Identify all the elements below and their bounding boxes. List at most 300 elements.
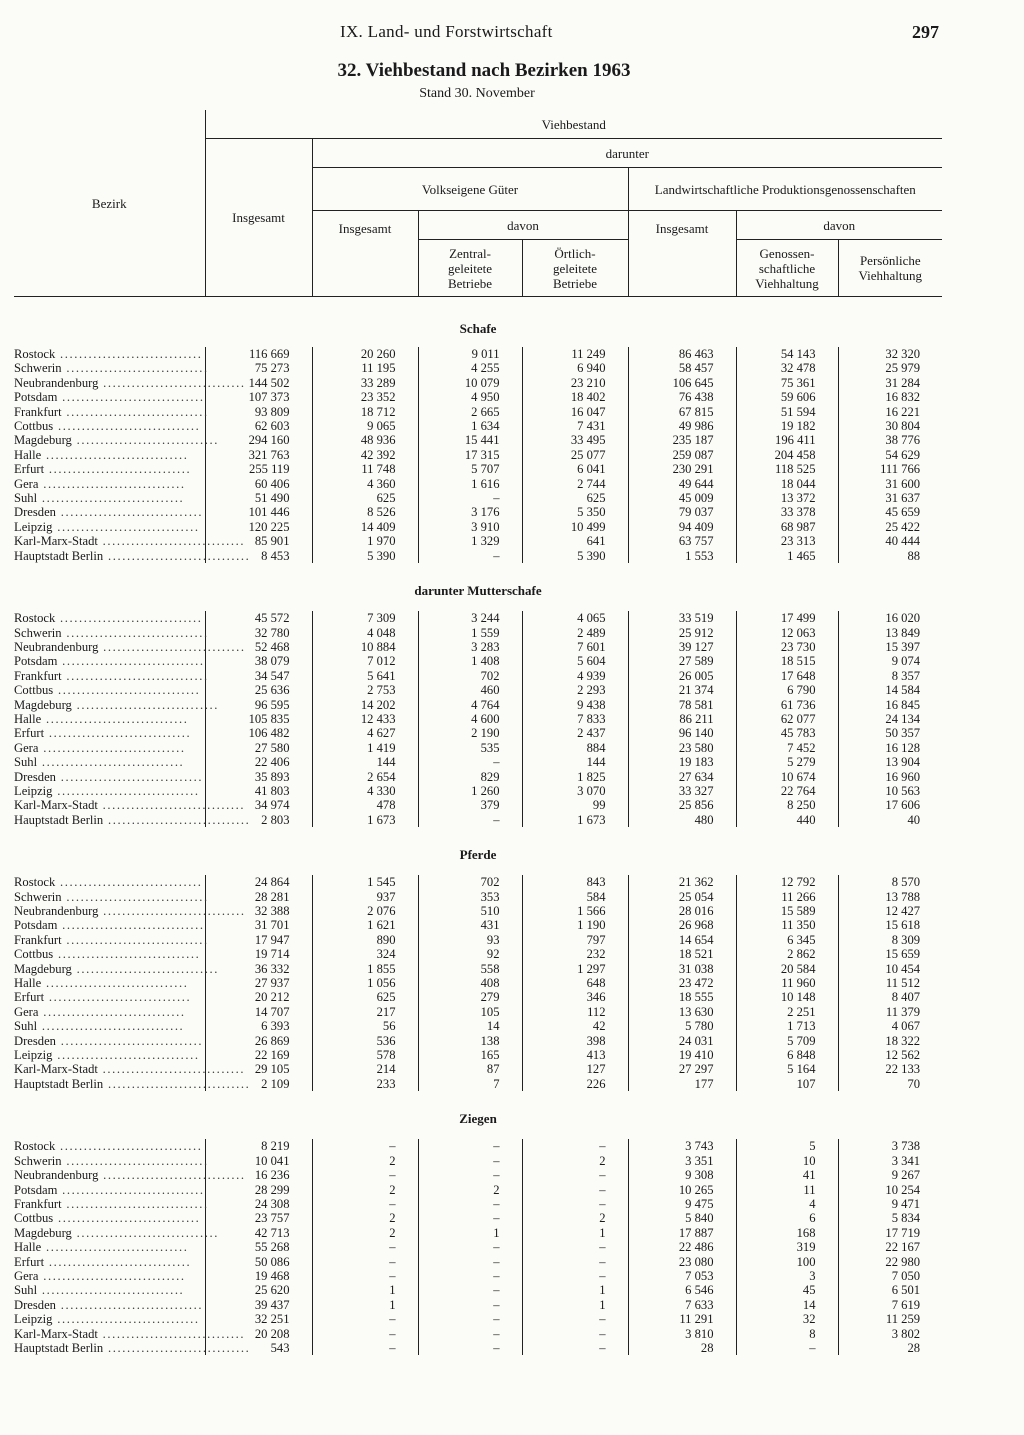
value-cell: 45 009 [628, 491, 736, 505]
bezirk-name: Leipzig [14, 783, 53, 798]
value-cell: 413 [522, 1048, 628, 1062]
value-cell: 3 802 [838, 1327, 942, 1341]
value-cell: 10 254 [838, 1183, 942, 1197]
col-oertlich: Örtlich-geleitete Betriebe [522, 240, 628, 297]
value-cell: 16 047 [522, 405, 628, 419]
table-row [14, 640, 942, 654]
value-cell: 144 502 [205, 376, 312, 390]
table-row [14, 1168, 942, 1182]
bezirk-name: Halle [14, 976, 42, 991]
value-cell: 4 600 [418, 712, 522, 726]
bezirk-cell [14, 1062, 246, 1077]
value-cell: 1 465 [736, 549, 838, 563]
value-cell: 14 654 [628, 933, 736, 947]
bezirk-name: Halle [14, 1240, 42, 1255]
value-cell: 35 893 [205, 770, 312, 784]
running-head [0, 22, 1024, 48]
value-cell: 17 606 [838, 798, 942, 812]
value-cell: – [736, 1341, 838, 1355]
value-cell: – [522, 1327, 628, 1341]
value-cell: 12 433 [312, 712, 418, 726]
value-cell: 702 [418, 669, 522, 683]
value-cell: 319 [736, 1240, 838, 1254]
value-cell: 68 987 [736, 520, 838, 534]
table-row [14, 1005, 942, 1019]
bezirk-name: Frankfurt [14, 404, 62, 419]
value-cell: – [312, 1255, 418, 1269]
bezirk-cell [14, 932, 209, 947]
bezirk-cell [14, 875, 205, 889]
bezirk-name: Dresden [14, 1297, 56, 1312]
value-cell: 1 190 [522, 918, 628, 932]
col-veg-insgesamt: Insgesamt [312, 211, 418, 297]
leader-dots: .............................. [103, 1076, 251, 1091]
bezirk-name: Neubrandenburg [14, 375, 99, 390]
value-cell: 9 074 [838, 654, 942, 668]
value-cell: 16 128 [838, 741, 942, 755]
value-cell: 5 164 [736, 1062, 838, 1076]
value-cell: 1 970 [312, 534, 418, 548]
value-cell: 23 580 [628, 741, 736, 755]
value-cell: 59 606 [736, 390, 838, 404]
value-cell: 1 [312, 1283, 418, 1297]
leader-dots: .............................. [61, 889, 209, 904]
bezirk-cell [14, 1326, 246, 1341]
value-cell: 23 080 [628, 1255, 736, 1269]
value-cell: 217 [312, 1005, 418, 1019]
value-cell: 17 947 [205, 933, 312, 947]
value-cell: – [312, 1139, 418, 1153]
chapter-heading: IX. Land- und Forstwirtschaft [340, 22, 553, 41]
value-cell: 87 [418, 1062, 522, 1076]
value-cell: 106 482 [205, 726, 312, 740]
value-cell: 28 [628, 1341, 736, 1355]
value-cell: 10 079 [418, 376, 522, 390]
value-cell: 54 143 [736, 347, 838, 361]
value-cell: – [418, 1139, 522, 1153]
value-cell: 11 748 [312, 462, 418, 476]
value-cell: 138 [418, 1034, 522, 1048]
value-cell: 353 [418, 890, 522, 904]
table-row [14, 904, 942, 918]
value-cell: 14 707 [205, 1005, 312, 1019]
value-cell: 11 512 [838, 976, 942, 990]
value-cell: 23 352 [312, 390, 418, 404]
value-cell: 2 862 [736, 947, 838, 961]
value-cell: 75 273 [205, 361, 312, 375]
value-cell: 33 289 [312, 376, 418, 390]
value-cell: 233 [312, 1077, 418, 1091]
bezirk-name: Potsdam [14, 918, 58, 933]
table-row [14, 1183, 942, 1197]
value-cell: 3 743 [628, 1139, 736, 1153]
col-lpg-insgesamt: Insgesamt [628, 211, 736, 297]
value-cell: 41 803 [205, 784, 312, 798]
value-cell: 13 904 [838, 755, 942, 769]
value-cell: 36 332 [205, 962, 312, 976]
value-cell: 25 636 [205, 683, 312, 697]
section-title: Schafe [459, 320, 497, 336]
value-cell: 279 [418, 990, 522, 1004]
value-cell: 2 744 [522, 477, 628, 491]
value-cell: 12 562 [838, 1048, 942, 1062]
value-cell: – [312, 1168, 418, 1182]
bezirk-name: Leipzig [14, 1312, 53, 1327]
leader-dots: .............................. [37, 1283, 185, 1298]
value-cell: 1 [522, 1226, 628, 1240]
value-cell: 24 864 [205, 875, 312, 889]
value-cell: 107 [736, 1077, 838, 1091]
value-cell: 33 495 [522, 433, 628, 447]
value-cell: 22 486 [628, 1240, 736, 1254]
value-cell: 235 187 [628, 433, 736, 447]
value-cell: 101 446 [205, 505, 312, 519]
value-cell: 18 515 [736, 654, 838, 668]
value-cell: 92 [418, 947, 522, 961]
bezirk-name: Frankfurt [14, 1196, 62, 1211]
value-cell: 2 293 [522, 683, 628, 697]
value-cell: 31 284 [838, 376, 942, 390]
bezirk-name: Dresden [14, 505, 56, 520]
value-cell: 50 357 [838, 726, 942, 740]
leader-dots: .............................. [53, 683, 201, 698]
value-cell: 19 468 [205, 1269, 312, 1283]
value-cell: 4 048 [312, 626, 418, 640]
value-cell: 4 067 [838, 1019, 942, 1033]
value-cell: 431 [418, 918, 522, 932]
value-cell: 5 604 [522, 654, 628, 668]
value-cell: 1 545 [312, 875, 418, 889]
value-cell: 93 809 [205, 405, 312, 419]
leader-dots: .............................. [38, 1004, 186, 1019]
value-cell: 33 519 [628, 611, 736, 625]
value-cell: 584 [522, 890, 628, 904]
table-row [14, 798, 942, 812]
value-cell: 111 766 [838, 462, 942, 476]
col-persoenlich: Persönliche Viehhaltung [838, 240, 942, 297]
value-cell: 17 315 [418, 448, 522, 462]
bezirk-name: Dresden [14, 1033, 56, 1048]
value-cell: 2 [522, 1211, 628, 1225]
value-cell: 5 390 [312, 549, 418, 563]
value-cell: – [312, 1269, 418, 1283]
value-cell: 6 345 [736, 933, 838, 947]
section-heading-row [14, 1091, 942, 1139]
value-cell: 23 757 [205, 1211, 312, 1225]
value-cell: 78 581 [628, 698, 736, 712]
value-cell: 31 637 [838, 491, 942, 505]
value-cell: – [312, 1312, 418, 1326]
value-cell: 1 673 [312, 813, 418, 827]
leader-dots: .............................. [61, 404, 209, 419]
value-cell: 18 555 [628, 990, 736, 1004]
value-cell: 21 374 [628, 683, 736, 697]
bezirk-cell [14, 812, 251, 827]
value-cell: 1 297 [522, 962, 628, 976]
bezirk-name: Erfurt [14, 726, 45, 741]
bezirk-cell [14, 520, 205, 534]
value-cell: 1 566 [522, 904, 628, 918]
value-cell: 7 431 [522, 419, 628, 433]
bezirk-name: Karl-Marx-Stadt [14, 534, 98, 549]
value-cell: 6 501 [838, 1283, 942, 1297]
table-row [14, 890, 942, 904]
leader-dots: .............................. [37, 491, 185, 506]
table-row [14, 361, 942, 375]
value-cell: 255 119 [205, 462, 312, 476]
value-cell: 7 053 [628, 1269, 736, 1283]
bezirk-cell [14, 639, 246, 654]
value-cell: 18 521 [628, 947, 736, 961]
value-cell: 196 411 [736, 433, 838, 447]
value-cell: 9 308 [628, 1168, 736, 1182]
table-row [14, 962, 942, 976]
value-cell: 6 546 [628, 1283, 736, 1297]
value-cell: 2 076 [312, 904, 418, 918]
value-cell: 28 [838, 1341, 942, 1355]
bezirk-name: Karl-Marx-Stadt [14, 1062, 98, 1077]
leader-dots: .............................. [71, 961, 220, 976]
value-cell: 96 595 [205, 698, 312, 712]
table-row [14, 448, 942, 462]
value-cell: 3 283 [418, 640, 522, 654]
value-cell: 6 848 [736, 1048, 838, 1062]
col-lpg: Landwirtschaftliche Produktionsgenossenschaften [628, 168, 942, 211]
bezirk-cell [14, 1019, 205, 1033]
value-cell: – [418, 1341, 522, 1355]
table-header [14, 110, 942, 297]
value-cell: 19 714 [205, 947, 312, 961]
leader-dots: .............................. [55, 875, 203, 890]
leader-dots: .............................. [53, 947, 201, 962]
bezirk-cell [14, 1153, 209, 1168]
value-cell: 16 020 [838, 611, 942, 625]
value-cell: 7 601 [522, 640, 628, 654]
bezirk-cell [14, 534, 246, 549]
value-cell: 625 [312, 491, 418, 505]
table-row [14, 1240, 942, 1254]
bezirk-name: Hauptstadt Berlin [14, 1076, 104, 1091]
table-row [14, 1211, 942, 1225]
value-cell: 144 [522, 755, 628, 769]
value-cell: – [418, 1298, 522, 1312]
value-cell: 6 041 [522, 462, 628, 476]
value-cell: 56 [312, 1019, 418, 1033]
value-cell: 13 788 [838, 890, 942, 904]
bezirk-name: Cottbus [14, 683, 54, 698]
leader-dots: .............................. [55, 769, 204, 784]
value-cell: 85 901 [205, 534, 312, 548]
value-cell: 27 297 [628, 1062, 736, 1076]
value-cell: 45 [736, 1283, 838, 1297]
col-veg: Volkseigene Güter [312, 168, 628, 211]
value-cell: 3 244 [418, 611, 522, 625]
value-cell: 22 406 [205, 755, 312, 769]
value-cell: 31 701 [205, 918, 312, 932]
bezirk-name: Magdeburg [14, 1225, 72, 1240]
value-cell: 118 525 [736, 462, 838, 476]
leader-dots: .............................. [97, 798, 246, 813]
value-cell: – [418, 1283, 522, 1297]
value-cell: 49 986 [628, 419, 736, 433]
value-cell: 11 259 [838, 1312, 942, 1326]
value-cell: 15 397 [838, 640, 942, 654]
bezirk-cell [14, 990, 205, 1004]
value-cell: 7 619 [838, 1298, 942, 1312]
value-cell: 4 330 [312, 784, 418, 798]
value-cell: 32 [736, 1312, 838, 1326]
leader-dots: .............................. [103, 1340, 251, 1355]
bezirk-cell [14, 976, 205, 990]
value-cell: 6 [736, 1211, 838, 1225]
value-cell: 2 [312, 1226, 418, 1240]
value-cell: 18 712 [312, 405, 418, 419]
value-cell: 88 [838, 549, 942, 563]
bezirk-name: Potsdam [14, 1182, 58, 1197]
value-cell: 2 803 [205, 813, 312, 827]
value-cell: – [418, 813, 522, 827]
leader-dots: .............................. [41, 976, 189, 991]
value-cell: 112 [522, 1005, 628, 1019]
bezirk-cell [14, 375, 246, 390]
value-cell: 11 266 [736, 890, 838, 904]
value-cell: 625 [312, 990, 418, 1004]
leader-dots: .............................. [55, 611, 203, 626]
bezirk-name: Magdeburg [14, 433, 72, 448]
value-cell: 2 190 [418, 726, 522, 740]
bezirk-cell [14, 726, 205, 740]
value-cell: 1 616 [418, 477, 522, 491]
value-cell: 120 225 [205, 520, 312, 534]
value-cell: 13 372 [736, 491, 838, 505]
value-cell: 16 832 [838, 390, 942, 404]
value-cell: 11 291 [628, 1312, 736, 1326]
value-cell: 32 388 [205, 904, 312, 918]
leader-dots: .............................. [71, 1225, 220, 1240]
value-cell: – [418, 1211, 522, 1225]
value-cell: 12 063 [736, 626, 838, 640]
bezirk-cell [14, 1211, 205, 1225]
bezirk-name: Suhl [14, 755, 38, 770]
table-row [14, 918, 942, 932]
value-cell: 38 776 [838, 433, 942, 447]
bezirk-name: Cottbus [14, 419, 54, 434]
value-cell: 60 406 [205, 477, 312, 491]
page-number: 297 [912, 22, 939, 42]
bezirk-name: Karl-Marx-Stadt [14, 1326, 98, 1341]
leader-dots: .............................. [98, 1168, 246, 1183]
bezirk-name: Suhl [14, 1019, 38, 1034]
table-row [14, 698, 942, 712]
value-cell: 33 378 [736, 505, 838, 519]
bezirk-name: Leipzig [14, 519, 53, 534]
value-cell: 3 351 [628, 1154, 736, 1168]
value-cell: 21 362 [628, 875, 736, 889]
value-cell: – [418, 1312, 522, 1326]
value-cell: 4 950 [418, 390, 522, 404]
table-row [14, 976, 942, 990]
table-row [14, 1154, 942, 1168]
table-row [14, 990, 942, 1004]
leader-dots: .............................. [44, 462, 192, 477]
value-cell: 843 [522, 875, 628, 889]
value-cell: 1 [522, 1298, 628, 1312]
bezirk-name: Gera [14, 1268, 39, 1283]
value-cell: 5 [736, 1139, 838, 1153]
leader-dots: .............................. [37, 1019, 185, 1034]
table-row [14, 419, 942, 433]
bezirk-cell [14, 1312, 205, 1326]
value-cell: 578 [312, 1048, 418, 1062]
value-cell: 5 840 [628, 1211, 736, 1225]
col-genossenschaftlich: Genossen-schaftliche Viehhaltung [736, 240, 838, 297]
leader-dots: .............................. [61, 668, 209, 683]
value-cell: 7 012 [312, 654, 418, 668]
value-cell: 20 260 [312, 347, 418, 361]
value-cell: 42 713 [205, 1226, 312, 1240]
bezirk-name: Magdeburg [14, 961, 72, 976]
value-cell: 28 299 [205, 1183, 312, 1197]
value-cell: 93 [418, 933, 522, 947]
leader-dots: .............................. [44, 726, 192, 741]
leader-dots: .............................. [98, 904, 246, 918]
bezirk-name: Neubrandenburg [14, 904, 99, 918]
bezirk-name: Schwerin [14, 889, 62, 904]
value-cell: 55 268 [205, 1240, 312, 1254]
value-cell: 99 [522, 798, 628, 812]
value-cell: 625 [522, 491, 628, 505]
value-cell: 8 453 [205, 549, 312, 563]
bezirk-cell [14, 433, 220, 448]
value-cell: – [418, 1154, 522, 1168]
value-cell: 22 167 [838, 1240, 942, 1254]
value-cell: 3 738 [838, 1139, 942, 1153]
value-cell: 1 713 [736, 1019, 838, 1033]
leader-dots: .............................. [52, 1048, 200, 1063]
value-cell: 478 [312, 798, 418, 812]
value-cell: 890 [312, 933, 418, 947]
value-cell: 535 [418, 741, 522, 755]
bezirk-name: Erfurt [14, 1254, 45, 1269]
table-row [14, 1269, 942, 1283]
value-cell: 26 968 [628, 918, 736, 932]
bezirk-cell [14, 654, 205, 668]
leader-dots: .............................. [53, 419, 201, 434]
value-cell: – [418, 1269, 522, 1283]
bezirk-cell [14, 1298, 205, 1312]
value-cell: 107 373 [205, 390, 312, 404]
value-cell: 14 202 [312, 698, 418, 712]
value-cell: 398 [522, 1034, 628, 1048]
value-cell: 3 176 [418, 505, 522, 519]
value-cell: 5 279 [736, 755, 838, 769]
bezirk-cell [14, 798, 246, 813]
value-cell: 51 490 [205, 491, 312, 505]
value-cell: – [418, 755, 522, 769]
leader-dots: .............................. [55, 1297, 204, 1312]
value-cell: 226 [522, 1077, 628, 1091]
bezirk-cell [14, 683, 205, 697]
table-row [14, 813, 942, 827]
value-cell: 34 974 [205, 798, 312, 812]
value-cell: 94 409 [628, 520, 736, 534]
leader-dots: .............................. [55, 1033, 204, 1048]
table-row [14, 1062, 942, 1076]
value-cell: 1 [522, 1283, 628, 1297]
value-cell: 27 580 [205, 741, 312, 755]
value-cell: 4 627 [312, 726, 418, 740]
value-cell: 15 441 [418, 433, 522, 447]
